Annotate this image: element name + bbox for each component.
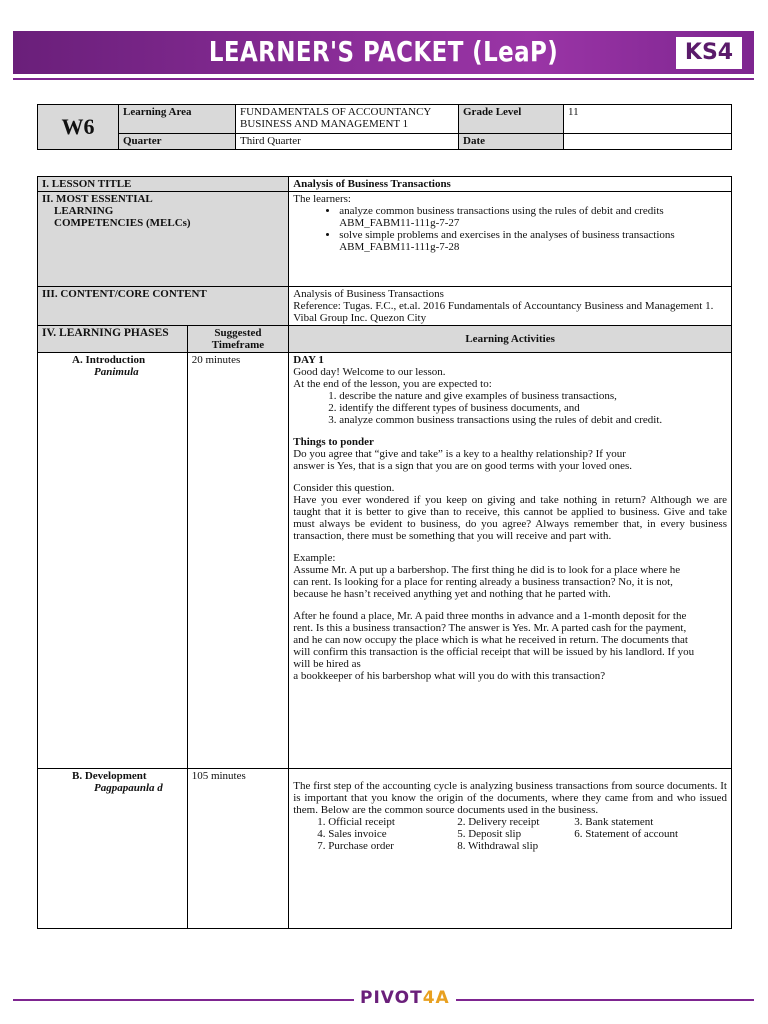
learning-area-value: FUNDAMENTALS OF ACCOUNTANCY BUSINESS AND MANAGEMENT 1	[236, 105, 459, 134]
consider-body: Have you ever wondered if you keep on giving and take nothing in return? Although we are taught that it is better to give than to receive, this cannot be applied to business. Give and take must always be evident to business, do you agree? Always remember that, in every business transaction, there must be something that you will receive and part with.	[293, 494, 727, 542]
ponder-title: Things to ponder	[293, 436, 374, 448]
ponder-line: answer is Yes, that is a sign that you are on good terms with your loved ones.	[293, 460, 633, 472]
objectives-list	[293, 390, 727, 426]
after-line: rent. Is this a business transaction? The answer is Yes. Mr. A parted cash for the payment,	[293, 622, 687, 634]
header-table	[37, 104, 732, 150]
intro-phase	[38, 353, 188, 769]
dev-time: 105 minutes	[187, 769, 289, 929]
week-label: W6	[38, 105, 119, 150]
lesson-table	[37, 176, 732, 929]
objective-item: 2. identify the different types of business documents, and	[339, 402, 727, 414]
melc-label	[38, 192, 289, 287]
after-line: and he can now occupy the place which is what he received in return. The documents that	[293, 634, 688, 646]
source-doc-item: 4. Sales invoice	[317, 828, 387, 840]
intro-activities	[289, 353, 732, 769]
melc-label-line-2: LEARNING	[54, 205, 114, 217]
dev-sub: Pagpapaunla d	[94, 782, 163, 794]
consider-label: Consider this question.	[293, 482, 395, 494]
greeting: Good day! Welcome to our lesson.	[293, 366, 446, 378]
source-doc-item: 5. Deposit slip	[457, 828, 522, 840]
after-line: a bookkeeper of his barbershop what will you do with this transaction?	[293, 670, 606, 682]
dev-activities	[289, 769, 732, 929]
example-label: Example:	[293, 552, 336, 564]
source-doc-item: 2. Delivery receipt	[457, 816, 540, 828]
dev-phase	[38, 769, 188, 929]
after-line: will be hired as	[293, 658, 361, 670]
objective-item: 1. describe the nature and give examples of business transactions,	[339, 390, 727, 402]
dev-label: B. Development	[72, 770, 147, 782]
grade-level-label: Grade Level	[459, 105, 564, 134]
melc-item: • solve simple problems and exercises in the analyses of business transactions ABM_FABM11-111g-7-28	[339, 229, 727, 253]
expectation: At the end of the lesson, you are expected to:	[293, 378, 492, 390]
col-activities: Learning Activities	[289, 326, 732, 353]
source-doc-item: 3. Bank statement	[574, 816, 654, 828]
source-doc-item: 7. Purchase order	[317, 840, 394, 852]
learning-area-label: Learning Area	[119, 105, 236, 134]
after-line: After he found a place, Mr. A paid three months in advance and a 1-month deposit for the	[293, 610, 687, 622]
banner-title: LEARNER'S PACKET (LeaP)	[208, 35, 559, 68]
content-value	[289, 287, 732, 326]
ponder-line: Do you agree that “give and take” is a key to a healthy relationship? If your	[293, 448, 626, 460]
quarter-value: Third Quarter	[236, 133, 459, 149]
content-label: III. CONTENT/CORE CONTENT	[38, 287, 289, 326]
melc-label-line-3: COMPETENCIES (MELCs)	[54, 217, 191, 229]
melc-content	[289, 192, 732, 287]
ks4-badge: KS4	[676, 37, 742, 69]
content-title: Analysis of Business Transactions	[293, 288, 444, 300]
source-doc-item: 1. Official receipt	[317, 816, 395, 828]
lesson-title-value: Analysis of Business Transactions	[289, 177, 732, 192]
after-line: will confirm this transaction is the official receipt that will be issued by his landlord. If you	[293, 646, 695, 658]
leap-banner	[13, 31, 754, 74]
source-doc-item: 6. Statement of account	[574, 828, 679, 840]
intro-sub: Panimula	[94, 366, 139, 378]
col-timeframe: Suggested Timeframe	[187, 326, 289, 353]
grade-level-value: 11	[564, 105, 732, 134]
date-value	[564, 133, 732, 149]
intro-label: A. Introduction	[72, 354, 146, 366]
melc-intro: The learners:	[293, 193, 351, 205]
example-line: Assume Mr. A put up a barbershop. The first thing he did is to look for a place where he	[293, 564, 681, 576]
quarter-label: Quarter	[119, 133, 236, 149]
source-doc-item: 8. Withdrawal slip	[457, 840, 539, 852]
day-label: DAY 1	[293, 354, 324, 366]
banner-divider	[13, 78, 754, 80]
objective-item: 3. analyze common business transactions using the rules of debit and credit.	[339, 414, 727, 426]
melc-list	[293, 205, 727, 253]
content-reference: Reference: Tugas. F.C., et.al. 2016 Fundamentals of Accountancy Business and Management 1. Vibal Group Inc. Quezon City	[293, 300, 714, 324]
lesson-title-label: I. LESSON TITLE	[38, 177, 289, 192]
melc-item: • analyze common business transactions using the rules of debit and credits ABM_FABM11-111g-7-27	[339, 205, 727, 229]
col-learning-phases: IV. LEARNING PHASES	[38, 326, 188, 353]
intro-time: 20 minutes	[187, 353, 289, 769]
example-line: because he hasn’t received anything yet and nothing that he parted with.	[293, 588, 611, 600]
source-documents-list	[293, 816, 727, 852]
example-line: can rent. Is looking for a place for renting already a business transaction? No, it is not,	[293, 576, 673, 588]
melc-label-line-1: II. MOST ESSENTIAL	[42, 193, 153, 205]
date-label: Date	[459, 133, 564, 149]
dev-paragraph: The first step of the accounting cycle is analyzing business transactions from source documents. It is important that you know the origin of the documents, where they came from and who issued them. Below are the common source documents used in the business.	[293, 780, 727, 816]
pivot-logo: PIVOT4A	[354, 988, 456, 1008]
